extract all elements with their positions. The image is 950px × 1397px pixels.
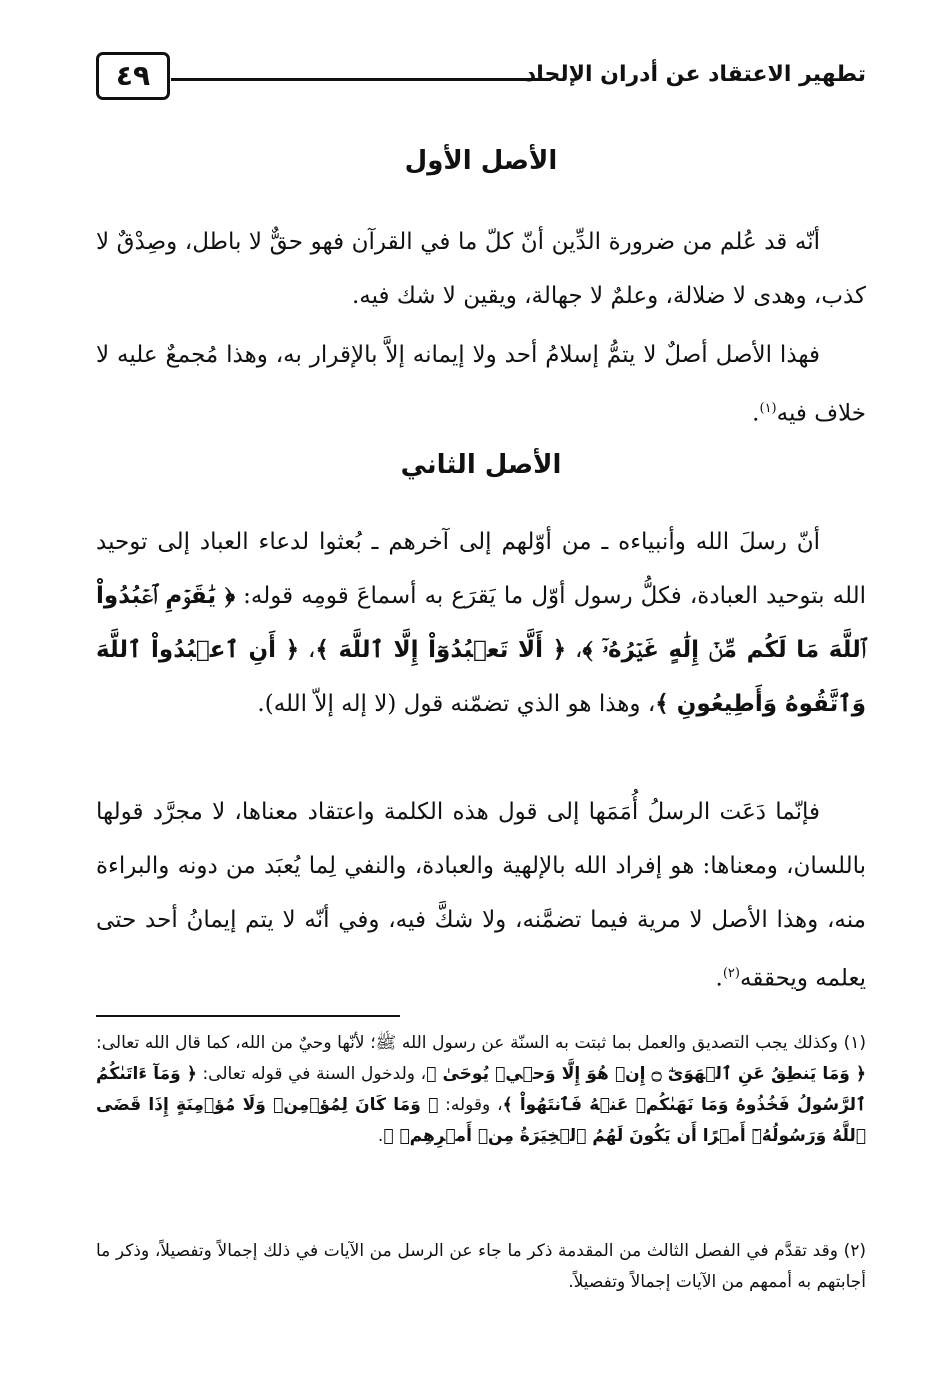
paragraph-messengers: [96, 515, 866, 731]
paragraph-meaning-text: فإنّما دَعَت الرسلُ أُمَمَها إلى قول هذه الكلمة واعتقاد معناها، لا مجرَّد قولها باللسان، ومعناها: هو إفراد الله بالإلهية والعبادة، والنفي لِما يُعبَد من دونه والبراءة منه، وهذا الأصل لا مرية فيما تضمَّنه، ولا شكَّ فيه، وفي أنّه لا يتم إيمانُ أحد حتى يعلمه ويحققه: [96, 799, 866, 992]
footnote-1-text-d: .: [377, 1126, 384, 1146]
paragraph-messengers-end: ، وهذا هو الذي تضمّنه قول (لا إله إلاّ الله).: [257, 691, 656, 717]
quran-verse-3: ﴿ أَنِ ٱعۡبُدُواْ ٱللَّهَ وَٱتَّقُوهُ وَأَطِيعُونِ ﴾: [96, 637, 866, 717]
header-title: تطهير الاعتقاد عن أدران الإلحاد: [524, 62, 866, 87]
paragraph-messengers-intro: أنّ رسلَ الله وأنبياءه ـ من أوّلهم إلى آخرهم ـ بُعثوا لدعاء العباد إلى توحيد الله بتوحيد العبادة، فكلُّ رسول أوّل ما يَقرَع به أسماعَ قومِه قوله:: [96, 529, 866, 609]
quran-verse-2: ﴿ أَلَّا تَعۡبُدُوٓاْ إِلَّا ٱللَّهَ ﴾: [315, 637, 567, 663]
section-heading-first: الأصل الأول: [404, 146, 558, 176]
footnote-1-text-a: (١) وكذلك يجب التصديق والعمل بما ثبتت به السنّة عن رسول الله ﷺ؛ لأنّها وحيٌ من الله، كما قال الله تعالى:: [96, 1033, 866, 1053]
footnote-1-verse-1: ﴿ وَمَا يَنطِقُ عَنِ ٱلۡهَوَىٰٓ ۝ إِنۡ هُوَ إِلَّا وَحۡيٞ يُوحَىٰ ﴾: [426, 1064, 866, 1084]
section-heading-second: الأصل الثاني: [400, 450, 562, 480]
separator-1: ،: [566, 637, 583, 663]
paragraph-meaning: [96, 785, 866, 1006]
quran-verse-1: ﴿ يَٰقَوۡمِ ٱعۡبُدُواْ ٱللَّهَ مَا لَكُم مِّنۡ إِلَٰهٍ غَيۡرُهُۥٓ ﴾: [96, 583, 867, 663]
page-number: ٤٩: [96, 52, 170, 100]
footnote-1-verse-2: ﴿ وَمَآ ءَاتَىٰكُمُ ٱلرَّسُولُ فَخُذُوهُ وَمَا نَهَىٰكُمۡ عَنۡهُ فَٱنتَهُواْ ﴾: [96, 1064, 866, 1115]
footnote-1-text-b: ، ولدخول السنة في قوله تعالى:: [196, 1064, 427, 1084]
footnote-ref-2: (٢): [722, 966, 740, 981]
footnote-1-text-c: ، وقوله:: [438, 1095, 503, 1115]
paragraph-consensus-text: فهذا الأصل أصلٌ لا يتمُّ إسلامُ أحد ولا إيمانه إلاَّ بالإقرار به، وهذا مُجمعٌ عليه لا خلاف فيه: [96, 342, 866, 427]
paragraph-meaning-end: .: [715, 965, 723, 992]
footnote-1-verse-3: ﴿ وَمَا كَانَ لِمُؤۡمِنٖ وَلَا مُؤۡمِنَةٍ إِذَا قَضَى ٱللَّهُ وَرَسُولُهُۥٓ أَمۡرًا أَن يَكُونَ لَهُمُ ٱلۡخِيَرَةُ مِنۡ أَمۡرِهِمۡ ﴾: [96, 1095, 866, 1146]
paragraph-consensus-end: .: [752, 400, 760, 427]
footnote-separator: [96, 1015, 400, 1017]
footnote-ref-1: (١): [759, 401, 777, 416]
header-rule: [171, 78, 551, 81]
paragraph-first-principle: أنّه قد عُلم من ضرورة الدِّين أنّ كلّ ما في القرآن فهو حقٌّ لا باطل، وصِدْقٌ لا كذب، وهدى لا ضلالة، وعلمٌ لا جهالة، ويقين لا شك فيه.: [96, 229, 866, 309]
running-header: [96, 52, 866, 104]
footnote-2: (٢) وقد تقدَّم في الفصل الثالث من المقدمة ذكر ما جاء عن الرسل من الآيات في ذلك إجمالاً وتفصيلاً، وذكر ما أجابتهم به أممهم من الآيات إجمالاً وتفصيلاً.: [96, 1241, 866, 1292]
separator-2: ،: [299, 637, 316, 663]
footnote-1: [96, 1028, 866, 1152]
paragraph-consensus: [96, 328, 866, 441]
